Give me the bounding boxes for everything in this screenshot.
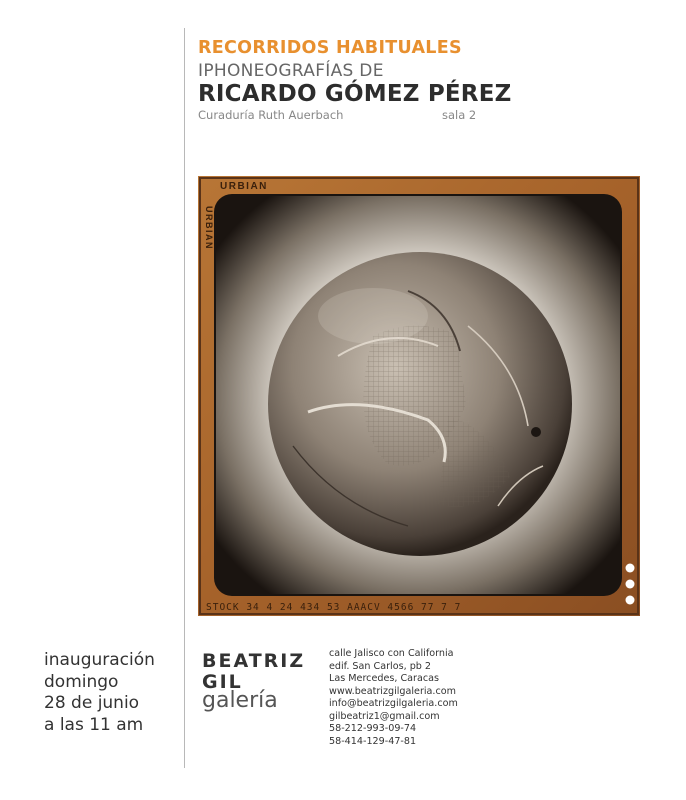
sprocket-hole bbox=[626, 580, 635, 589]
email-link[interactable]: info@beatrizgilgaleria.com bbox=[329, 698, 458, 709]
vertical-divider bbox=[184, 28, 185, 768]
opening-line: a las 11 am bbox=[44, 714, 144, 735]
phone-number: 58-414-129-47-81 bbox=[329, 735, 417, 747]
artwork-photo bbox=[198, 176, 640, 616]
curator-credit: Curaduría Ruth Auerbach bbox=[198, 108, 344, 122]
address-line: edif. San Carlos, pb 2 bbox=[329, 660, 432, 672]
opening-line: 28 de junio bbox=[44, 693, 140, 713]
exhibition-title: RECORRIDOS HABITUALES bbox=[198, 38, 462, 58]
sprocket-hole bbox=[626, 596, 635, 605]
phone-number: 58-212-993-09-74 bbox=[329, 723, 417, 734]
film-code: STOCK 34 4 24 434 53 AAACV 4566 77 7 7 bbox=[206, 602, 462, 613]
opening-line: domingo bbox=[44, 671, 119, 692]
address-line: calle Jalisco con California bbox=[329, 648, 454, 659]
frame-label-vertical: URBIAN bbox=[204, 206, 214, 250]
opening-info bbox=[44, 650, 155, 736]
frame-label: URBIAN bbox=[220, 181, 268, 192]
opening-line: inauguración bbox=[44, 650, 155, 670]
exhibition-subtitle: IPHONEOGRAFÍAS DE bbox=[198, 61, 384, 81]
sprocket-hole bbox=[626, 564, 635, 573]
room-label: sala 2 bbox=[442, 108, 477, 122]
email-link[interactable]: gilbeatriz1@gmail.com bbox=[329, 710, 440, 722]
contact-info bbox=[329, 648, 458, 748]
address-line: Las Mercedes, Caracas bbox=[329, 673, 440, 684]
gallery-name-line3: galería bbox=[202, 688, 278, 713]
sphere-artwork bbox=[198, 176, 640, 616]
website-link[interactable]: www.beatrizgilgaleria.com bbox=[329, 685, 456, 697]
artist-name: RICARDO GÓMEZ PÉREZ bbox=[198, 81, 512, 107]
gallery-name-line1: BEATRIZ bbox=[202, 650, 306, 672]
gallery-name-line2: GIL bbox=[202, 671, 243, 693]
